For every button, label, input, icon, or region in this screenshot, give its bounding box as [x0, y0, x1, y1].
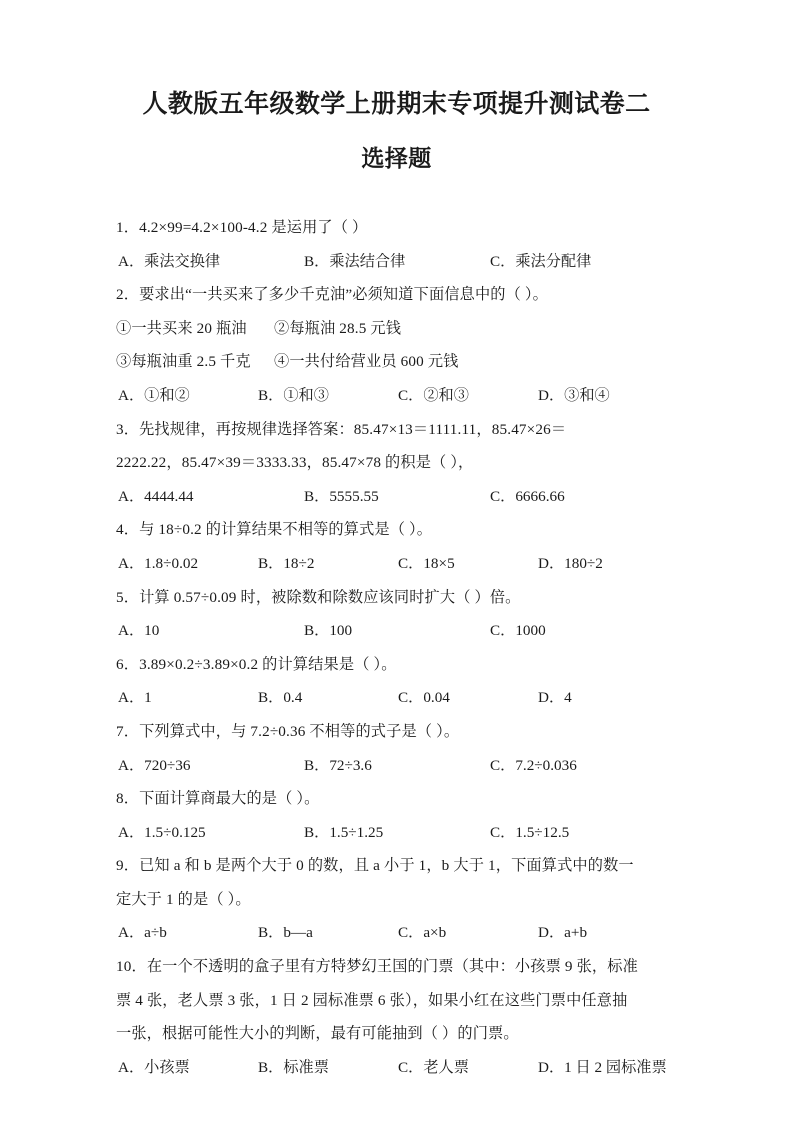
question-stem: 8．下面计算商最大的是（ ）。 — [116, 790, 320, 808]
answer-option-a[interactable]: A．1 — [118, 689, 152, 707]
question-stem: 3．先找规律，再按规律选择答案：85.47×13＝1111.11，85.47×26＝ — [116, 420, 567, 438]
question-item — [116, 581, 686, 648]
question-item — [116, 278, 686, 412]
answer-option-d[interactable]: D．a+b — [538, 924, 588, 942]
option-row — [116, 379, 686, 413]
question-stem: 2．要求出“一共买来了多少千克油”必须知道下面信息中的（ ）。 — [116, 286, 548, 304]
question-stem-continuation: 一张，根据可能性大小的判断，最有可能抽到（ ）的门票。 — [116, 1025, 519, 1043]
option-row — [116, 547, 686, 581]
answer-option-a[interactable]: A．1.5÷0.125 — [118, 823, 206, 841]
answer-option-c[interactable]: C．7.2÷0.036 — [490, 756, 577, 774]
question-item — [116, 211, 686, 278]
answer-option-b[interactable]: B．72÷3.6 — [304, 756, 372, 774]
question-subitem: ①一共买来 20 瓶油 — [116, 319, 247, 337]
question-item — [116, 782, 686, 849]
question-stem: 9．已知 a 和 b 是两个大于 0 的数，且 a 小于 1，b 大于 1，下面算式中的数一 — [116, 857, 634, 875]
answer-option-c[interactable]: C．18×5 — [398, 554, 455, 572]
question-stem: 6．3.89×0.2÷3.89×0.2 的计算结果是（ ）。 — [116, 655, 397, 673]
answer-option-b[interactable]: B．100 — [304, 622, 353, 640]
question-subitem: ②每瓶油 28.5 元钱 — [274, 319, 402, 337]
answer-option-c[interactable]: C．a×b — [398, 924, 447, 942]
question-stem: 4．与 18÷0.2 的计算结果不相等的算式是（ ）。 — [116, 521, 433, 539]
question-list — [116, 211, 686, 1084]
question-item — [116, 950, 686, 1084]
answer-option-a[interactable]: A．乘法交换律 — [118, 252, 221, 270]
answer-option-b[interactable]: B．①和③ — [258, 386, 329, 404]
question-item — [116, 715, 686, 782]
question-subitem-row — [116, 345, 686, 379]
answer-option-c[interactable]: C．②和③ — [398, 386, 469, 404]
answer-option-d[interactable]: D．③和④ — [538, 386, 610, 404]
answer-option-b[interactable]: B．乘法结合律 — [304, 252, 406, 270]
answer-option-b[interactable]: B．1.5÷1.25 — [304, 823, 384, 841]
question-stem: 5．计算 0.57÷0.09 时，被除数和除数应该同时扩大（ ）倍。 — [116, 588, 521, 606]
answer-option-c[interactable]: C．0.04 — [398, 689, 450, 707]
option-row — [116, 816, 686, 850]
option-row — [116, 480, 686, 514]
question-stem: 1．4.2×99=4.2×100-4.2 是运用了（ ） — [116, 219, 368, 236]
option-row — [116, 614, 686, 648]
answer-option-b[interactable]: B．b—a — [258, 924, 313, 942]
answer-option-d[interactable]: D．180÷2 — [538, 554, 603, 572]
question-item — [116, 648, 686, 715]
question-stem: 7．下列算式中，与 7.2÷0.36 不相等的式子是（ ）。 — [116, 722, 460, 740]
answer-option-a[interactable]: A．①和② — [118, 386, 190, 404]
document-header — [0, 88, 793, 176]
answer-option-a[interactable]: A．4444.44 — [118, 487, 194, 505]
answer-option-c[interactable]: C．乘法分配律 — [490, 252, 592, 270]
question-item — [116, 413, 686, 514]
answer-option-c[interactable]: C．1000 — [490, 622, 546, 640]
question-stem-continuation: 票 4 张，老人票 3 张，1 日 2 园标准票 6 张），如果小红在这些门票中任意抽 — [116, 991, 628, 1009]
question-subitem: ④一共付给营业员 600 元钱 — [274, 353, 459, 371]
answer-option-a[interactable]: A．a÷b — [118, 924, 167, 942]
question-stem: 10．在一个不透明的盒子里有方特梦幻王国的门票（其中：小孩票 9 张，标准 — [116, 958, 638, 976]
question-subitem-row — [116, 312, 686, 346]
answer-option-d[interactable]: D．4 — [538, 689, 572, 707]
answer-option-b[interactable]: B．标准票 — [258, 1058, 329, 1076]
question-subitem: ③每瓶油重 2.5 千克 — [116, 353, 251, 371]
answer-option-a[interactable]: A．小孩票 — [118, 1058, 190, 1076]
answer-option-d[interactable]: D．1 日 2 园标准票 — [538, 1058, 667, 1076]
question-stem-continuation: 定大于 1 的是（ ）。 — [116, 890, 251, 908]
question-item — [116, 849, 686, 950]
answer-option-a[interactable]: A．10 — [118, 622, 160, 640]
option-row — [116, 681, 686, 715]
answer-option-a[interactable]: A．720÷36 — [118, 756, 191, 774]
question-stem-continuation: 2222.22，85.47×39＝3333.33，85.47×78 的积是（ ）， — [116, 454, 474, 472]
option-row — [116, 916, 686, 950]
question-item — [116, 513, 686, 580]
answer-option-c[interactable]: C．1.5÷12.5 — [490, 823, 570, 841]
answer-option-b[interactable]: B．0.4 — [258, 689, 303, 707]
answer-option-b[interactable]: B．18÷2 — [258, 554, 315, 572]
page-subtitle: 选择题 — [361, 146, 432, 171]
answer-option-c[interactable]: C．老人票 — [398, 1058, 469, 1076]
answer-option-b[interactable]: B．5555.55 — [304, 487, 379, 505]
answer-option-c[interactable]: C．6666.66 — [490, 487, 565, 505]
answer-option-a[interactable]: A．1.8÷0.02 — [118, 554, 199, 572]
option-row — [116, 749, 686, 783]
option-row — [116, 245, 686, 279]
option-row — [116, 1051, 686, 1085]
page-title: 人教版五年级数学上册期末专项提升测试卷二 — [142, 91, 651, 118]
